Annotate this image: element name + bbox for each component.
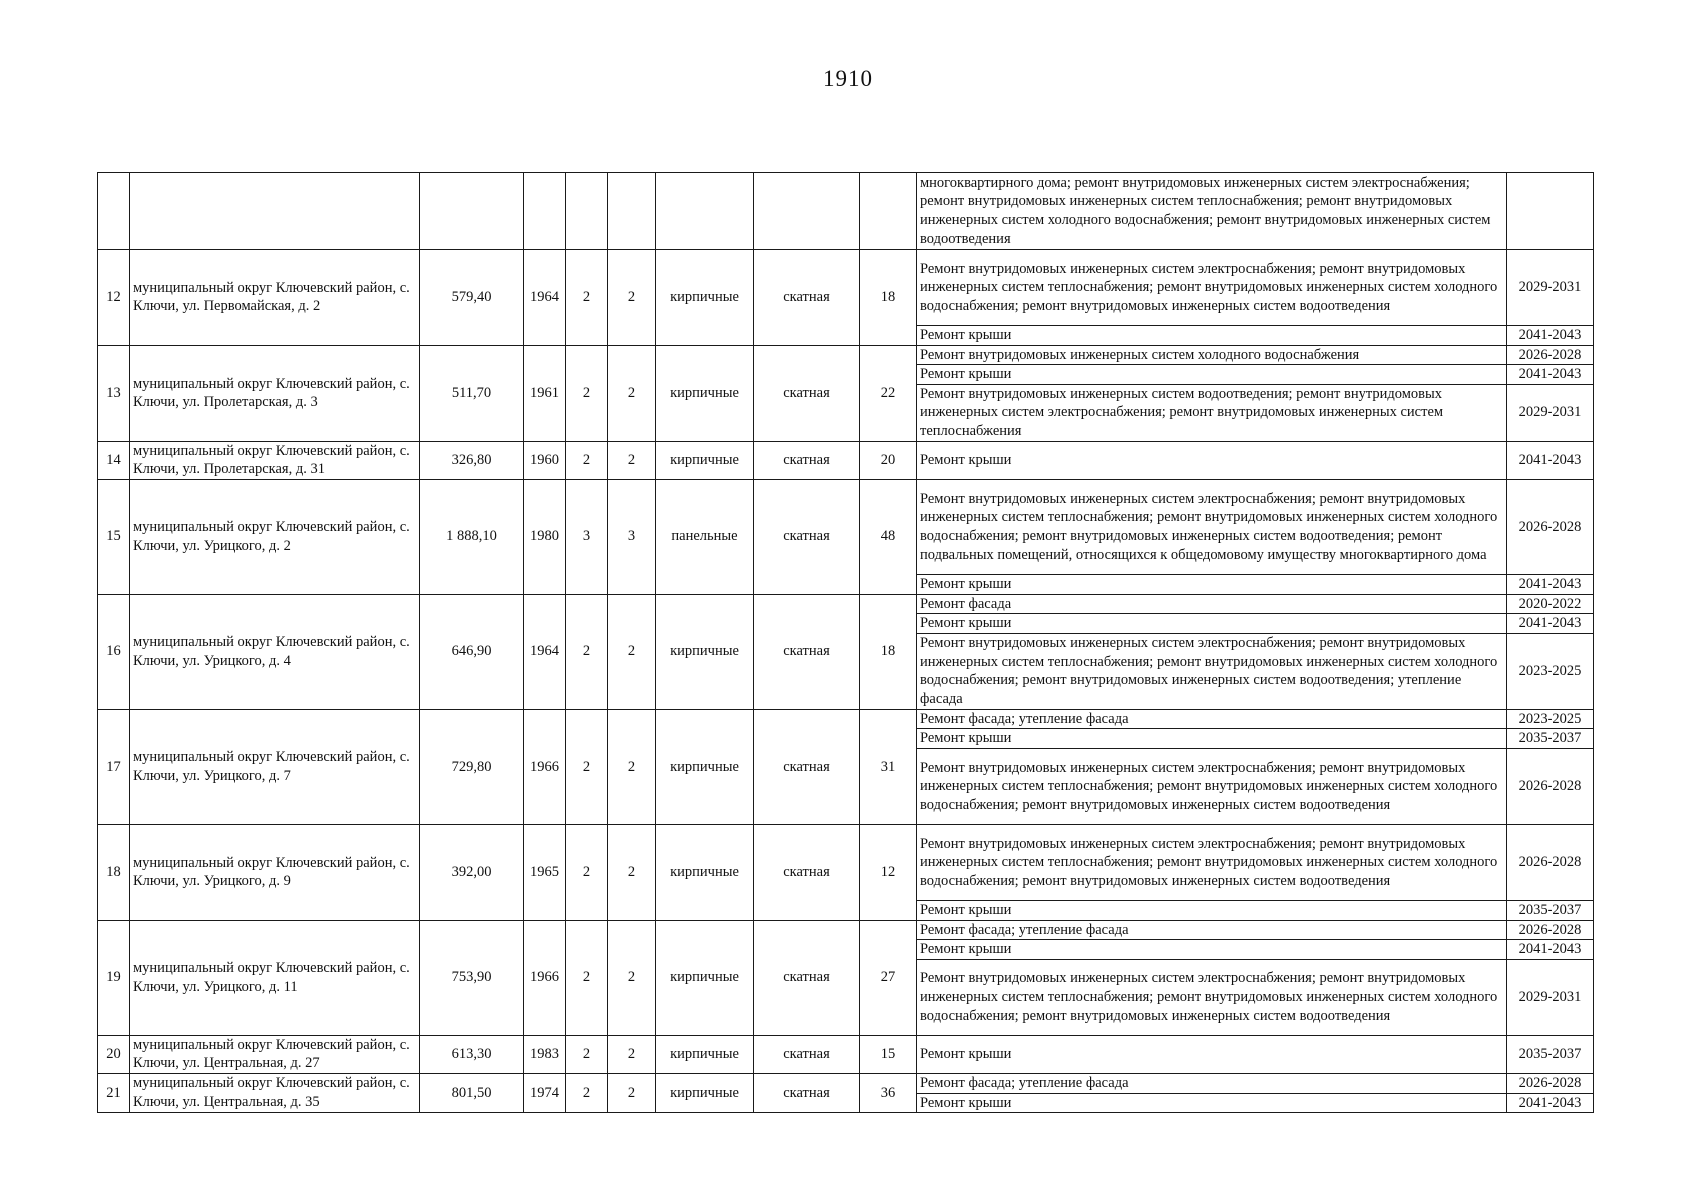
period-cell: 2041-2043: [1507, 940, 1594, 960]
period-cell: 2026-2028: [1507, 479, 1594, 574]
num-cell: 18: [98, 824, 130, 920]
num-cell: 12: [98, 250, 130, 346]
work-cell: Ремонт фасада: [917, 594, 1507, 614]
year-cell: [524, 173, 566, 250]
period-cell: 2041-2043: [1507, 574, 1594, 594]
work-cell: Ремонт крыши: [917, 1093, 1507, 1113]
address-cell: муниципальный округ Ключевский район, с. Ключи, ул. Урицкого, д. 9: [130, 824, 420, 920]
apartments-cell: 36: [860, 1073, 917, 1112]
material-cell: кирпичные: [656, 709, 754, 824]
work-cell: Ремонт крыши: [917, 574, 1507, 594]
period-cell: 2035-2037: [1507, 900, 1594, 920]
entrances-cell: 2: [608, 920, 656, 1035]
roof-cell: [754, 173, 860, 250]
material-cell: кирпичные: [656, 1073, 754, 1112]
period-cell: 2023-2025: [1507, 633, 1594, 709]
house-row: [98, 479, 1594, 574]
year-cell: 1980: [524, 479, 566, 594]
period-cell: 2023-2025: [1507, 709, 1594, 729]
floors-cell: 2: [566, 441, 608, 479]
roof-cell: скатная: [754, 1035, 860, 1073]
num-cell: 21: [98, 1073, 130, 1112]
period-cell: 2026-2028: [1507, 345, 1594, 365]
area-cell: 1 888,10: [420, 479, 524, 594]
work-cell: Ремонт крыши: [917, 441, 1507, 479]
entrances-cell: [608, 173, 656, 250]
entrances-cell: 2: [608, 1035, 656, 1073]
entrances-cell: 2: [608, 250, 656, 346]
year-cell: 1966: [524, 709, 566, 824]
work-cell: Ремонт внутридомовых инженерных систем электроснабжения; ремонт внутридомовых инженерных систем теплоснабжения; ремонт внутридомовых инженерных систем холодного водоснабжения; ремонт внутридомовых инженерных систем водоотведения; утепление фасада: [917, 633, 1507, 709]
material-cell: кирпичные: [656, 441, 754, 479]
material-cell: панельные: [656, 479, 754, 594]
apartments-cell: 20: [860, 441, 917, 479]
floors-cell: 2: [566, 1035, 608, 1073]
area-cell: [420, 173, 524, 250]
work-cell: Ремонт крыши: [917, 900, 1507, 920]
house-row: [98, 594, 1594, 614]
address-cell: муниципальный округ Ключевский район, с. Ключи, ул. Центральная, д. 27: [130, 1035, 420, 1073]
num-cell: [98, 173, 130, 250]
floors-cell: 2: [566, 1073, 608, 1112]
period-cell: 2029-2031: [1507, 959, 1594, 1035]
continuation-row: [98, 173, 1594, 250]
entrances-cell: 2: [608, 1073, 656, 1112]
address-cell: муниципальный округ Ключевский район, с. Ключи, ул. Урицкого, д. 2: [130, 479, 420, 594]
roof-cell: скатная: [754, 441, 860, 479]
entrances-cell: 2: [608, 345, 656, 441]
period-cell: 2020-2022: [1507, 594, 1594, 614]
work-cell: Ремонт внутридомовых инженерных систем электроснабжения; ремонт внутридомовых инженерных систем теплоснабжения; ремонт внутридомовых инженерных систем холодного водоснабжения; ремонт внутридомовых инженерных систем водоотведения: [917, 748, 1507, 824]
material-cell: кирпичные: [656, 1035, 754, 1073]
entrances-cell: 3: [608, 479, 656, 594]
work-cell: Ремонт внутридомовых инженерных систем электроснабжения; ремонт внутридомовых инженерных систем теплоснабжения; ремонт внутридомовых инженерных систем холодного водоснабжения; ремонт внутридомовых инженерных систем водоотведения: [917, 959, 1507, 1035]
roof-cell: скатная: [754, 824, 860, 920]
roof-cell: скатная: [754, 345, 860, 441]
area-cell: 801,50: [420, 1073, 524, 1112]
work-cell: Ремонт внутридомовых инженерных систем электроснабжения; ремонт внутридомовых инженерных систем теплоснабжения; ремонт внутридомовых инженерных систем холодного водоснабжения; ремонт внутридомовых инженерных систем водоотведения: [917, 824, 1507, 900]
year-cell: 1964: [524, 594, 566, 709]
work-cell: Ремонт фасада; утепление фасада: [917, 709, 1507, 729]
year-cell: 1964: [524, 250, 566, 346]
work-cell: Ремонт внутридомовых инженерных систем водоотведения; ремонт внутридомовых инженерных систем электроснабжения; ремонт внутридомовых инженерных систем теплоснабжения: [917, 384, 1507, 441]
work-cell: Ремонт внутридомовых инженерных систем электроснабжения; ремонт внутридомовых инженерных систем теплоснабжения; ремонт внутридомовых инженерных систем холодного водоснабжения; ремонт внутридомовых инженерных систем водоотведения; ремонт подвальных помещений, относящихся к общедомовому имуществу многоквартирного дома: [917, 479, 1507, 574]
address-cell: муниципальный округ Ключевский район, с. Ключи, ул. Пролетарская, д. 3: [130, 345, 420, 441]
area-cell: 579,40: [420, 250, 524, 346]
area-cell: 729,80: [420, 709, 524, 824]
entrances-cell: 2: [608, 709, 656, 824]
num-cell: 14: [98, 441, 130, 479]
period-cell: 2041-2043: [1507, 614, 1594, 634]
period-cell: 2029-2031: [1507, 250, 1594, 326]
area-cell: 613,30: [420, 1035, 524, 1073]
house-row: [98, 441, 1594, 479]
material-cell: кирпичные: [656, 345, 754, 441]
roof-cell: скатная: [754, 250, 860, 346]
year-cell: 1966: [524, 920, 566, 1035]
address-cell: муниципальный округ Ключевский район, с. Ключи, ул. Урицкого, д. 7: [130, 709, 420, 824]
apartments-cell: 31: [860, 709, 917, 824]
address-cell: муниципальный округ Ключевский район, с. Ключи, ул. Пролетарская, д. 31: [130, 441, 420, 479]
period-cell: 2026-2028: [1507, 920, 1594, 940]
material-cell: кирпичные: [656, 594, 754, 709]
house-row: [98, 1073, 1594, 1093]
roof-cell: скатная: [754, 594, 860, 709]
num-cell: 17: [98, 709, 130, 824]
apartments-cell: 18: [860, 250, 917, 346]
material-cell: [656, 173, 754, 250]
area-cell: 511,70: [420, 345, 524, 441]
floors-cell: 2: [566, 709, 608, 824]
work-cell: Ремонт крыши: [917, 1035, 1507, 1073]
area-cell: 646,90: [420, 594, 524, 709]
num-cell: 13: [98, 345, 130, 441]
apartments-cell: 12: [860, 824, 917, 920]
apartments-cell: 18: [860, 594, 917, 709]
house-row: [98, 824, 1594, 900]
page-number: 1910: [823, 66, 873, 91]
capital-repair-table: [97, 172, 1594, 1113]
address-cell: муниципальный округ Ключевский район, с. Ключи, ул. Урицкого, д. 4: [130, 594, 420, 709]
floors-cell: 2: [566, 594, 608, 709]
house-row: [98, 1035, 1594, 1073]
num-cell: 15: [98, 479, 130, 594]
work-cell: Ремонт фасада; утепление фасада: [917, 1073, 1507, 1093]
floors-cell: 2: [566, 250, 608, 346]
num-cell: 16: [98, 594, 130, 709]
floors-cell: 2: [566, 345, 608, 441]
year-cell: 1960: [524, 441, 566, 479]
entrances-cell: 2: [608, 594, 656, 709]
address-cell: муниципальный округ Ключевский район, с. Ключи, ул. Центральная, д. 35: [130, 1073, 420, 1112]
material-cell: кирпичные: [656, 250, 754, 346]
year-cell: 1983: [524, 1035, 566, 1073]
material-cell: кирпичные: [656, 824, 754, 920]
floors-cell: [566, 173, 608, 250]
address-cell: [130, 173, 420, 250]
period-cell: 2035-2037: [1507, 1035, 1594, 1073]
apartments-cell: 22: [860, 345, 917, 441]
roof-cell: скатная: [754, 920, 860, 1035]
work-cell: Ремонт внутридомовых инженерных систем электроснабжения; ремонт внутридомовых инженерных систем теплоснабжения; ремонт внутридомовых инженерных систем холодного водоснабжения; ремонт внутридомовых инженерных систем водоотведения: [917, 250, 1507, 326]
area-cell: 326,80: [420, 441, 524, 479]
period-cell: 2026-2028: [1507, 748, 1594, 824]
roof-cell: скатная: [754, 479, 860, 594]
work-cell: Ремонт крыши: [917, 614, 1507, 634]
house-row: [98, 250, 1594, 326]
apartments-cell: 48: [860, 479, 917, 594]
apartments-cell: 15: [860, 1035, 917, 1073]
year-cell: 1961: [524, 345, 566, 441]
work-cell: Ремонт крыши: [917, 326, 1507, 346]
num-cell: 19: [98, 920, 130, 1035]
area-cell: 753,90: [420, 920, 524, 1035]
floors-cell: 2: [566, 920, 608, 1035]
apartments-cell: [860, 173, 917, 250]
num-cell: 20: [98, 1035, 130, 1073]
work-cell: многоквартирного дома; ремонт внутридомовых инженерных систем электроснабжения; ремонт внутридомовых инженерных систем теплоснабжения; ремонт внутридомовых инженерных систем холодного водоснабжения; ремонт внутридомовых инженерных систем водоотведения: [917, 173, 1507, 250]
address-cell: муниципальный округ Ключевский район, с. Ключи, ул. Первомайская, д. 2: [130, 250, 420, 346]
year-cell: 1965: [524, 824, 566, 920]
floors-cell: 3: [566, 479, 608, 594]
period-cell: [1507, 173, 1594, 250]
period-cell: 2029-2031: [1507, 384, 1594, 441]
house-row: [98, 709, 1594, 729]
work-cell: Ремонт крыши: [917, 729, 1507, 749]
house-row: [98, 920, 1594, 940]
material-cell: кирпичные: [656, 920, 754, 1035]
entrances-cell: 2: [608, 441, 656, 479]
period-cell: 2035-2037: [1507, 729, 1594, 749]
house-row: [98, 345, 1594, 365]
period-cell: 2026-2028: [1507, 824, 1594, 900]
period-cell: 2026-2028: [1507, 1073, 1594, 1093]
period-cell: 2041-2043: [1507, 326, 1594, 346]
period-cell: 2041-2043: [1507, 441, 1594, 479]
period-cell: 2041-2043: [1507, 365, 1594, 385]
roof-cell: скатная: [754, 709, 860, 824]
year-cell: 1974: [524, 1073, 566, 1112]
floors-cell: 2: [566, 824, 608, 920]
address-cell: муниципальный округ Ключевский район, с. Ключи, ул. Урицкого, д. 11: [130, 920, 420, 1035]
work-cell: Ремонт крыши: [917, 940, 1507, 960]
period-cell: 2041-2043: [1507, 1093, 1594, 1113]
area-cell: 392,00: [420, 824, 524, 920]
work-cell: Ремонт фасада; утепление фасада: [917, 920, 1507, 940]
work-cell: Ремонт внутридомовых инженерных систем холодного водоснабжения: [917, 345, 1507, 365]
apartments-cell: 27: [860, 920, 917, 1035]
entrances-cell: 2: [608, 824, 656, 920]
roof-cell: скатная: [754, 1073, 860, 1112]
work-cell: Ремонт крыши: [917, 365, 1507, 385]
